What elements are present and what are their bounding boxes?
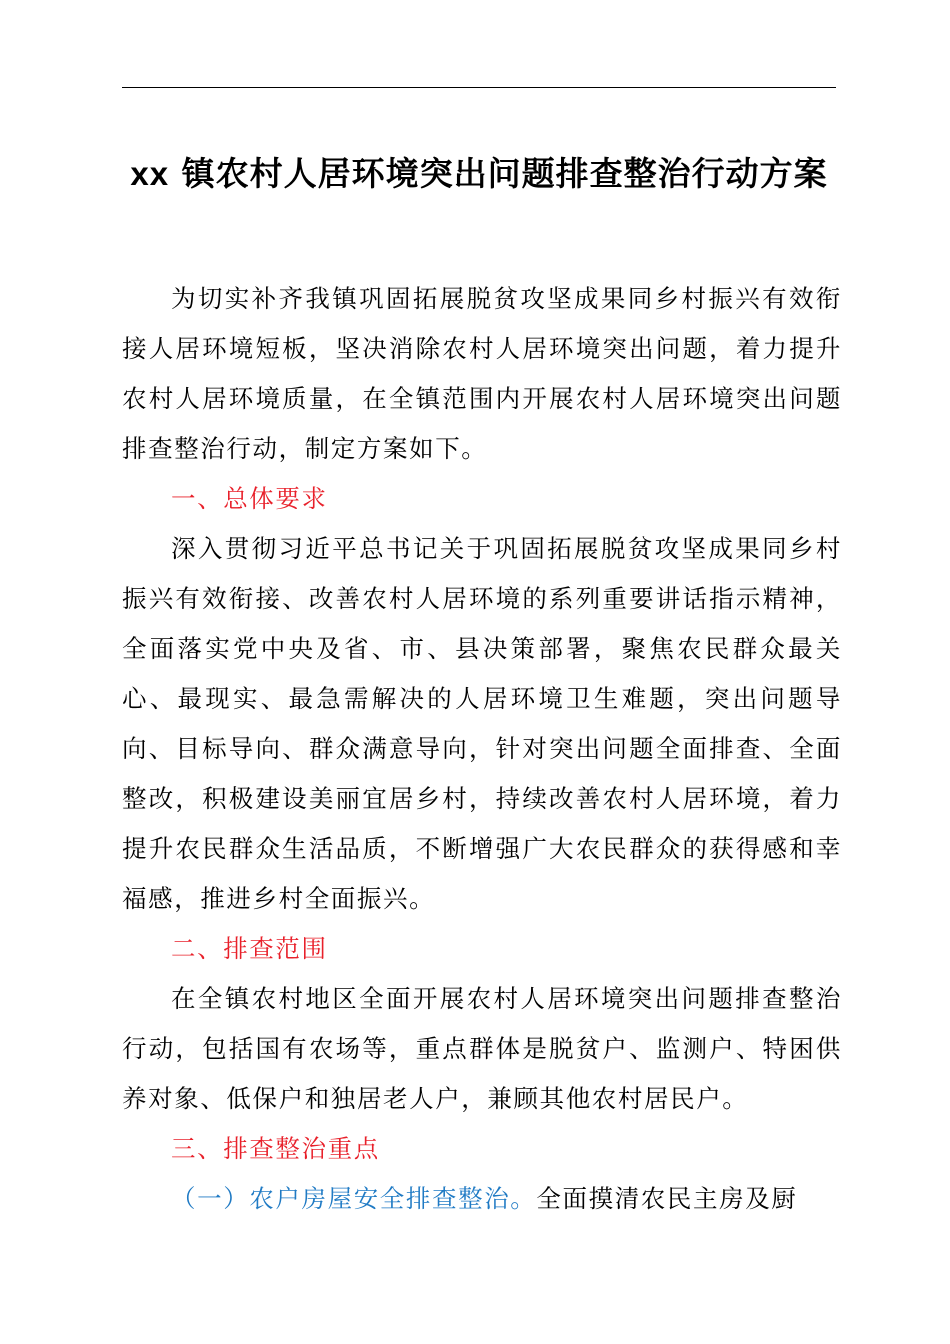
section-body-general-requirements: 深入贯彻习近平总书记关于巩固拓展脱贫攻坚成果同乡村振兴有效衔接、改善农村人居环境的系列重要讲话指示精神，全面落实党中央及省、市、县决策部署，聚焦农民群众最关心、最现实、最急需解决的人居环境卫生难题，突出问题导向、目标导向、群众满意导向，针对突出问题全面排查、全面整改，积极建设美丽宜居乡村，持续改善农村人居环境，着力提升农民群众生活品质，不断增强广大农民群众的获得感和幸福感，推进乡村全面振兴。 <box>122 534 842 913</box>
header-rule <box>122 87 836 88</box>
intro-paragraph: 为切实补齐我镇巩固拓展脱贫攻坚成果同乡村振兴有效衔接人居环境短板，坚决消除农村人居环境突出问题，着力提升农村人居环境质量，在全镇范围内开展农村人居环境突出问题排查整治行动，制定方案如下。 <box>122 284 842 463</box>
subsection-heading-housing: （一）农户房屋安全排查整治。 <box>171 1184 537 1213</box>
subsection-paragraph-housing <box>122 1174 842 1224</box>
title-text: 镇农村人居环境突出问题排查整治行动方案 <box>181 154 828 193</box>
section-heading-scope: 二、排查范围 <box>171 934 328 963</box>
document-title <box>122 146 836 202</box>
subsection-body-housing: 全面摸清农民主房及厨 <box>536 1184 798 1213</box>
section-body-scope: 在全镇农村地区全面开展农村人居环境突出问题排查整治行动，包括国有农场等，重点群体是脱贫户、监测户、特困供养对象、低保户和独居老人户，兼顾其他农村居民户。 <box>122 984 842 1113</box>
section-heading-general-requirements: 一、总体要求 <box>171 484 328 513</box>
title-prefix: xx <box>130 155 170 192</box>
section-heading-key-points: 三、排查整治重点 <box>171 1134 380 1163</box>
document-body <box>122 274 842 1224</box>
